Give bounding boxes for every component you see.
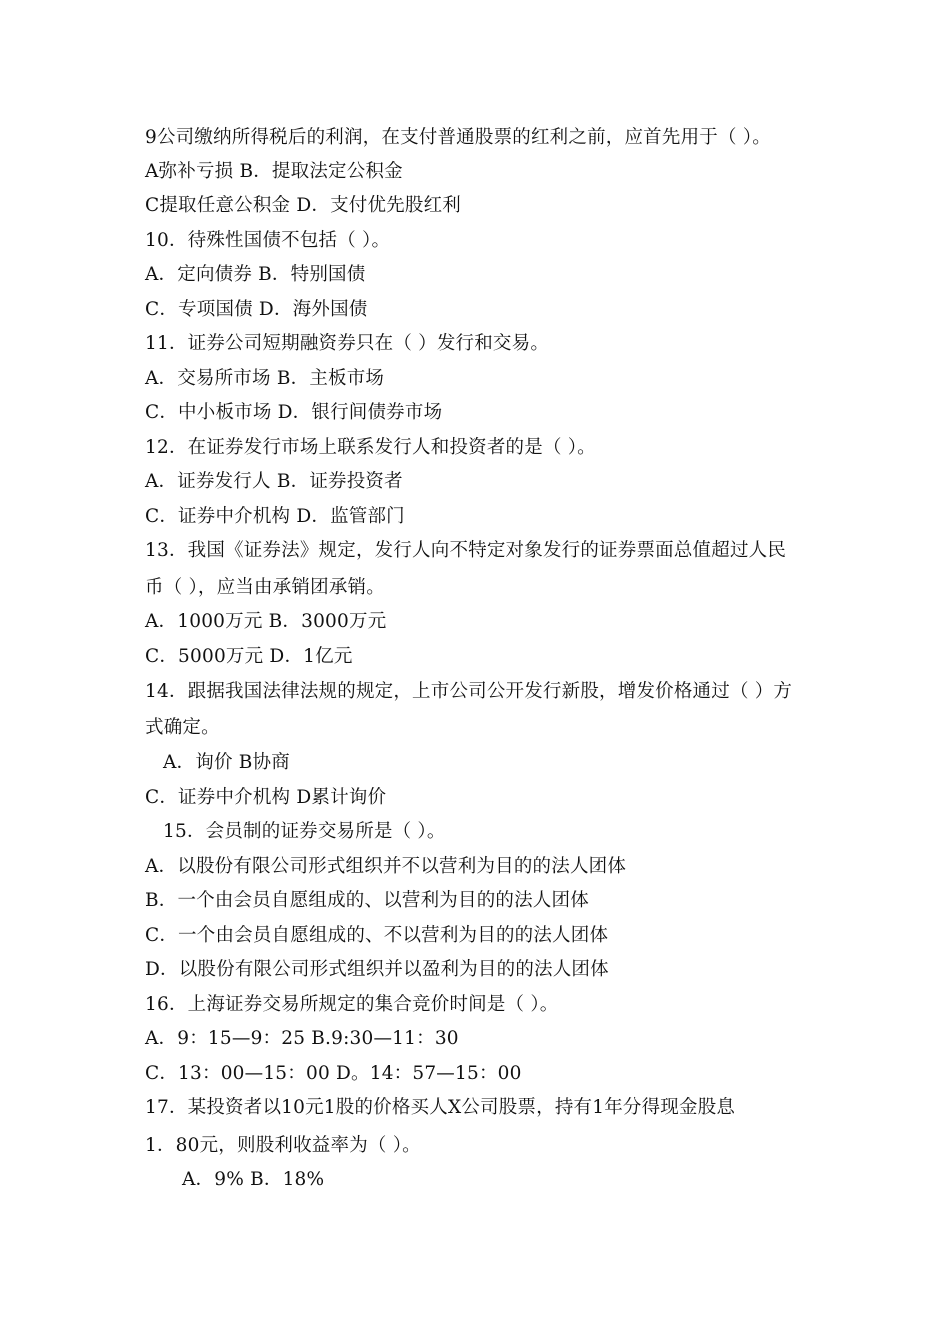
q17-stem-line2: 1．80元，则股利收益率为（ ）。 bbox=[145, 1135, 421, 1156]
q11-options-ab: A．交易所市场 B．主板市场 bbox=[145, 368, 385, 389]
q16-stem: 16．上海证券交易所规定的集合竞价时间是（ ）。 bbox=[145, 994, 559, 1015]
q15-option-c: C．一个由会员自愿组成的、不以营利为目的的法人团体 bbox=[145, 925, 609, 946]
q16-options-ab: A．9：15—9：25 B.9:30—11：30 bbox=[145, 1028, 459, 1049]
q13-stem-line1: 13．我国《证券法》规定，发行人向不特定对象发行的证券票面总值超过人民 bbox=[145, 540, 787, 561]
q13-options-cd: C．5000万元 D．1亿元 bbox=[145, 646, 353, 667]
q10-options-cd: C．专项国债 D．海外国债 bbox=[145, 299, 368, 320]
q12-options-ab: A．证券发行人 B．证券投资者 bbox=[145, 471, 403, 492]
q15-option-a: A．以股份有限公司形式组织并不以营利为目的的法人团体 bbox=[145, 856, 627, 877]
q10-stem: 10．待殊性国债不包括（ ）。 bbox=[145, 230, 391, 251]
q17-options-ab: A．9% B．18% bbox=[182, 1169, 325, 1190]
q15-stem: 15．会员制的证券交易所是（ ）。 bbox=[163, 821, 446, 842]
q14-stem-line2: 式确定。 bbox=[145, 717, 220, 738]
q12-options-cd: C．证券中介机构 D．监管部门 bbox=[145, 506, 405, 527]
q10-options-ab: A．定向债券 B．特别国债 bbox=[145, 264, 366, 285]
q11-options-cd: C．中小板市场 D．银行间债券市场 bbox=[145, 402, 443, 423]
q14-stem-line1: 14．跟据我国法律法规的规定，上市公司公开发行新股，增发价格通过（ ）方 bbox=[145, 681, 793, 702]
q9-stem: 9公司缴纳所得税后的利润，在支付普通股票的红利之前，应首先用于（ ）。 bbox=[145, 127, 771, 148]
q16-options-cd: C．13：00—15：00 D。14：57—15：00 bbox=[145, 1063, 522, 1084]
q15-option-b: B．一个由会员自愿组成的、以营利为目的的法人团体 bbox=[145, 890, 589, 911]
q9-options-cd: C提取任意公积金 D．支付优先股红利 bbox=[145, 195, 461, 216]
q11-stem: 11．证券公司短期融资券只在（ ）发行和交易。 bbox=[145, 333, 550, 354]
q17-stem-line1: 17．某投资者以10元1股的价格买人X公司股票，持有1年分得现金股息 bbox=[145, 1097, 736, 1118]
q14-options-ab: A．询价 B协商 bbox=[163, 752, 290, 773]
q13-stem-line2: 币（ ），应当由承销团承销。 bbox=[145, 577, 385, 598]
q13-options-ab: A．1000万元 B．3000万元 bbox=[145, 611, 387, 632]
q14-options-cd: C．证券中介机构 D累计询价 bbox=[145, 787, 387, 808]
q15-option-d: D．以股份有限公司形式组织并以盈利为目的的法人团体 bbox=[145, 959, 609, 980]
q9-options-ab: A弥补亏损 B．提取法定公积金 bbox=[145, 161, 403, 182]
q12-stem: 12．在证券发行市场上联系发行人和投资者的是（ ）。 bbox=[145, 437, 596, 458]
